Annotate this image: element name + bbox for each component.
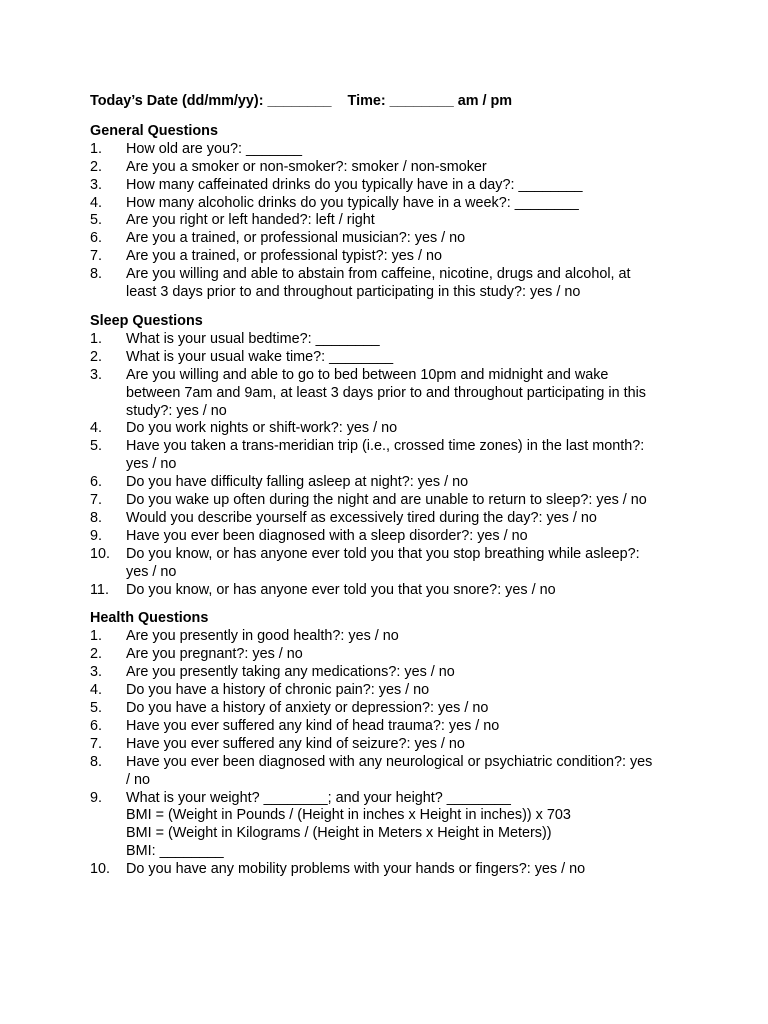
question-number: 1.: [90, 140, 103, 157]
question-text: [126, 349, 681, 367]
question-text: [126, 159, 681, 177]
question-number: 8.: [90, 753, 103, 770]
question-item: [90, 492, 768, 510]
question-item: [90, 682, 768, 700]
question-text-line: Are you a smoker or non-smoker?: smoker / non-smoker: [126, 158, 487, 175]
section-title: Health Questions: [90, 610, 209, 627]
question-text-line: Do you know, or has anyone ever told you that you snore?: yes / no: [126, 581, 556, 598]
question-text-line: Have you ever been diagnosed with any neurological or psychiatric condition?: yes: [126, 753, 653, 770]
question-number: 7.: [90, 492, 103, 509]
question-number: 2.: [90, 348, 103, 365]
question-number: 4.: [90, 682, 103, 699]
question-number: 3.: [90, 176, 103, 193]
question-number: 3.: [90, 366, 103, 383]
question-text: [126, 510, 681, 528]
question-item: [90, 546, 768, 582]
question-text: [126, 230, 681, 248]
question-text: [126, 700, 681, 718]
question-item: [90, 861, 768, 879]
date-time-header: [90, 93, 768, 111]
question-number: 1.: [90, 330, 103, 347]
question-text-line: Have you ever suffered any kind of head trauma?: yes / no: [126, 717, 500, 734]
question-item: [90, 664, 768, 682]
question-item: [90, 582, 768, 600]
question-text: [126, 790, 681, 862]
question-item: [90, 230, 768, 248]
question-number: 10.: [90, 545, 111, 562]
health-questions-section: [90, 610, 768, 879]
question-text-line: between 7am and 9am, at least 3 days prior to and throughout participating in this: [126, 384, 646, 401]
question-text-line: BMI = (Weight in Pounds / (Height in inches x Height in inches)) x 703: [126, 807, 571, 824]
question-text-line: Have you ever suffered any kind of seizure?: yes / no: [126, 735, 465, 752]
question-text-line: / no: [126, 771, 151, 788]
question-number: 5.: [90, 438, 103, 455]
question-text-line: Are you willing and able to go to bed between 10pm and midnight and wake: [126, 366, 609, 383]
general-questions-section: [90, 123, 768, 302]
question-item: [90, 790, 768, 862]
question-number: 8.: [90, 509, 103, 526]
question-text: [126, 528, 681, 546]
question-number: 6.: [90, 474, 103, 491]
question-item: [90, 159, 768, 177]
question-text: [126, 492, 681, 510]
question-number: 7.: [90, 735, 103, 752]
question-text-line: Have you taken a trans-meridian trip (i.e., crossed time zones) in the last month?:: [126, 438, 645, 455]
question-text: [126, 718, 681, 736]
question-number: 3.: [90, 664, 103, 681]
question-list: [90, 628, 768, 879]
question-item: [90, 177, 768, 195]
question-number: 10.: [90, 861, 111, 878]
question-text-line: How many alcoholic drinks do you typically have in a week?: ________: [126, 194, 579, 211]
question-text: [126, 736, 681, 754]
question-text: [126, 546, 681, 582]
sleep-questions-section: [90, 313, 768, 600]
question-text-line: Have you ever been diagnosed with a sleep disorder?: yes / no: [126, 527, 528, 544]
question-item: [90, 718, 768, 736]
section-title: General Questions: [90, 122, 218, 139]
question-number: 4.: [90, 194, 103, 211]
question-text: [126, 367, 681, 421]
question-text-line: What is your usual bedtime?: ________: [126, 330, 380, 347]
question-number: 2.: [90, 158, 103, 175]
time-field-label: Time: ________ am / pm: [347, 93, 513, 109]
question-list: [90, 331, 768, 600]
question-text-line: How old are you?: _______: [126, 140, 303, 157]
question-text-line: How many caffeinated drinks do you typically have in a day?: ________: [126, 176, 583, 193]
section-title: Sleep Questions: [90, 312, 203, 329]
question-item: [90, 331, 768, 349]
question-text-line: Do you have any mobility problems with your hands or fingers?: yes / no: [126, 861, 586, 878]
question-number: 8.: [90, 266, 103, 283]
date-field-label: Today’s Date (dd/mm/yy): ________: [90, 93, 332, 109]
question-list: [90, 141, 768, 302]
question-text-line: Are you presently in good health?: yes / no: [126, 628, 399, 645]
question-text-line: Do you work nights or shift-work?: yes / no: [126, 420, 398, 437]
question-item: [90, 510, 768, 528]
question-item: [90, 736, 768, 754]
question-text: [126, 331, 681, 349]
question-number: 5.: [90, 700, 103, 716]
question-number: 4.: [90, 420, 103, 437]
question-number: 9.: [90, 789, 103, 806]
questionnaire-sections: [90, 123, 768, 879]
question-item: [90, 628, 768, 646]
question-text-line: least 3 days prior to and throughout participating in this study?: yes / no: [126, 284, 581, 301]
question-text: [126, 177, 681, 195]
question-item: [90, 700, 768, 718]
question-item: [90, 266, 768, 302]
question-number: 9.: [90, 527, 103, 544]
question-text-line: Are you a trained, or professional musician?: yes / no: [126, 230, 466, 247]
question-item: [90, 754, 768, 790]
question-item: [90, 141, 768, 159]
question-text-line: Are you right or left handed?: left / right: [126, 212, 375, 229]
question-text-line: yes / no: [126, 456, 177, 473]
question-item: [90, 248, 768, 266]
question-text-line: What is your usual wake time?: ________: [126, 348, 394, 365]
question-item: [90, 438, 768, 474]
question-item: [90, 420, 768, 438]
question-text: [126, 141, 681, 159]
question-number: 5.: [90, 212, 103, 229]
question-item: [90, 212, 768, 230]
question-text: [126, 212, 681, 230]
question-item: [90, 646, 768, 664]
question-text-line: Are you a trained, or professional typist?: yes / no: [126, 248, 442, 265]
question-text-line: What is your weight? ________; and your height? ________: [126, 789, 511, 806]
question-item: [90, 367, 768, 421]
question-number: 6.: [90, 717, 103, 734]
question-text-line: Do you have a history of chronic pain?: yes / no: [126, 682, 430, 699]
question-text: [126, 195, 681, 213]
question-text-line: study?: yes / no: [126, 402, 227, 419]
question-text: [126, 438, 681, 474]
question-number: 11.: [90, 581, 109, 598]
question-text: [126, 248, 681, 266]
question-text: [126, 628, 681, 646]
question-text-line: BMI: ________: [126, 843, 224, 860]
question-item: [90, 474, 768, 492]
question-text-line: Do you know, or has anyone ever told you that you stop breathing while asleep?:: [126, 545, 640, 562]
question-text: [126, 646, 681, 664]
question-number: 1.: [90, 628, 103, 645]
question-text: [126, 420, 681, 438]
question-text: [126, 266, 681, 302]
question-text-line: Are you willing and able to abstain from caffeine, nicotine, drugs and alcohol, at: [126, 266, 631, 283]
question-text-line: Do you wake up often during the night and are unable to return to sleep?: yes / no: [126, 492, 647, 509]
question-number: 2.: [90, 646, 103, 663]
question-text-line: Do you have difficulty falling asleep at night?: yes / no: [126, 474, 469, 491]
question-text-line: Are you pregnant?: yes / no: [126, 646, 303, 663]
question-item: [90, 349, 768, 367]
question-text-line: Would you describe yourself as excessively tired during the day?: yes / no: [126, 509, 597, 526]
question-text: [126, 582, 681, 600]
question-text: [126, 664, 681, 682]
question-text-line: yes / no: [126, 563, 177, 580]
question-text: [126, 861, 681, 879]
question-text-line: Are you presently taking any medications?: yes / no: [126, 664, 455, 681]
question-item: [90, 528, 768, 546]
question-item: [90, 195, 768, 213]
question-text-line: Do you have a history of anxiety or depression?: yes / no: [126, 700, 489, 716]
question-number: 6.: [90, 230, 103, 247]
question-text-line: BMI = (Weight in Kilograms / (Height in Meters x Height in Meters)): [126, 825, 552, 842]
question-text: [126, 682, 681, 700]
question-text: [126, 754, 681, 790]
question-number: 7.: [90, 248, 103, 265]
question-text: [126, 474, 681, 492]
